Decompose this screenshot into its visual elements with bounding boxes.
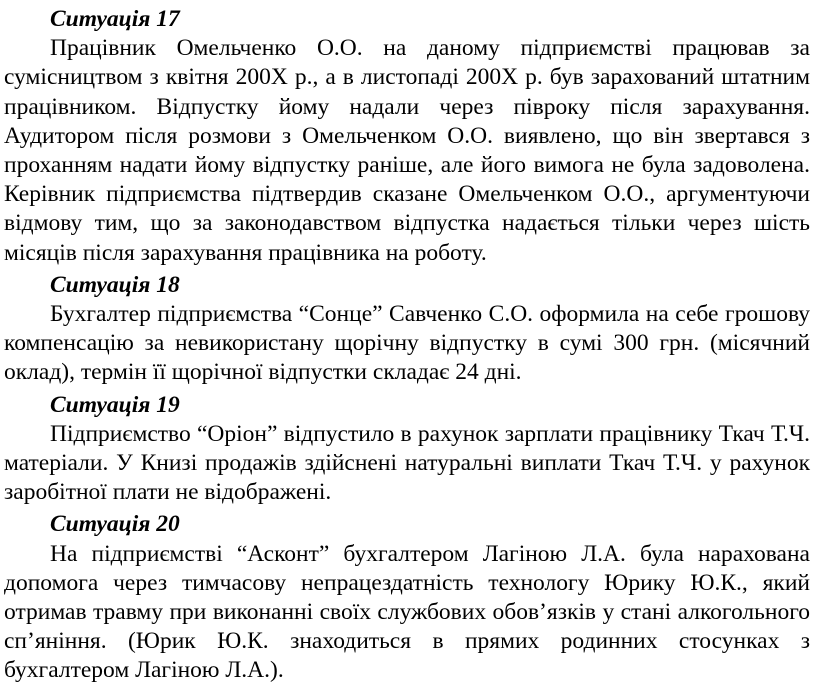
situation-text: На підприємстві “Асконт” бухгалтером Лагіною Л.А. була нарахована допомога через тимчасову непрацездатність технологу Юрику Ю.К., який отримав травму при виконанні своїх службових обов’язків у стані алкогольного сп’яніння. (Юрик Ю.К. знаходиться в прямих родинних стосунках з бухгалтером Лагіною Л.А.). — [4, 540, 810, 684]
situation-18 — [4, 271, 810, 388]
situation-20 — [4, 510, 810, 685]
situation-heading: Ситуація 17 — [50, 6, 180, 32]
situation-text: Підприємство “Оріон” відпустило в рахунок зарплати працівнику Ткач Т.Ч. матеріали. У Книзі продажів здійснені натуральні виплати Ткач Т.Ч. у рахунок заробітної плати не відображені. — [4, 420, 810, 506]
situation-text: Працівник Омельченко О.О. на даному підприємстві працював за сумісництвом з квітня 200Х р., а в листопаді 200Х р. був зарахований штатним працівником. Відпустку йому надали через півроку після зарахування. Аудитором після розмови з Омельченком О.О. виявлено, що він звертався з проханням надати йому відпустку раніше, але його вимога не була задоволена. Керівник підприємства підтвердив сказане Омельченком О.О., аргументуючи відмову тим, що за законодавством відпустка надається тільки через шість місяців після зарахування працівника на роботу. — [4, 35, 810, 266]
situation-17 — [4, 5, 810, 268]
situation-heading: Ситуація 18 — [50, 271, 180, 298]
situation-text: Бухгалтер підприємства “Сонце” Савченко С.О. оформила на себе грошову компенсацію за невикористану щорічну відпустку в сумі 300 грн. (місячний оклад), термін її щорічної відпустки складає 24 дні. — [4, 301, 810, 386]
situation-heading: Ситуація 19 — [50, 391, 180, 418]
situation-heading: Ситуація 20 — [50, 511, 180, 538]
situation-19 — [4, 391, 810, 508]
